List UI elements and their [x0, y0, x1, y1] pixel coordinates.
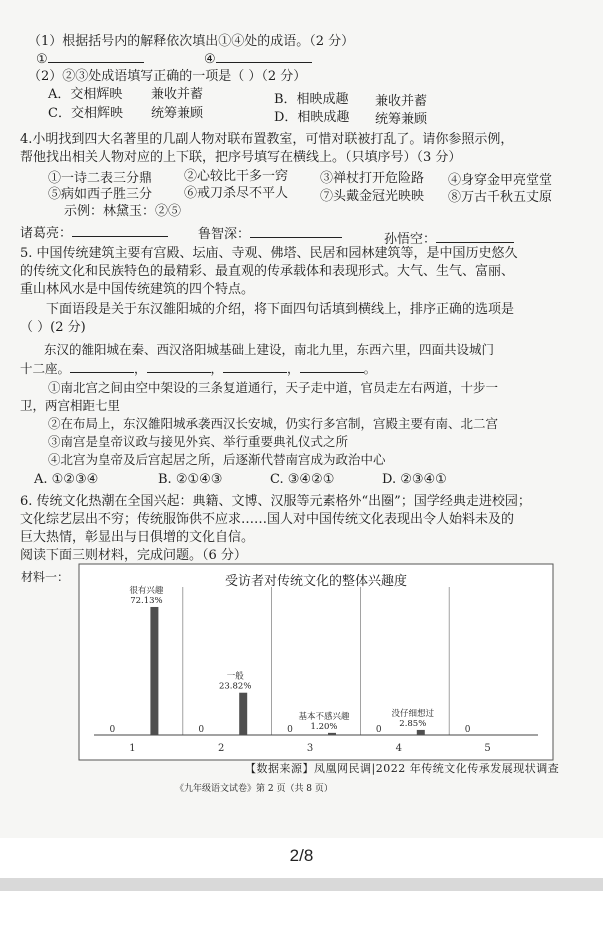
q5-option-c: C. ③④②①	[270, 472, 335, 487]
blank-mark-1: ①	[36, 52, 48, 67]
q5-blank-1	[70, 360, 134, 373]
answer-blank-zhuge	[72, 224, 168, 237]
q2-option-a-2: 兼收并蓄	[151, 87, 204, 102]
data-source: 【数据来源】凤凰网民调|2022 年传统文化传承发展现状调查	[245, 762, 560, 775]
data-label-value: 72.13%	[130, 595, 163, 606]
q1-text: （1）根据括号内的解释依次填出①④处的成语。（2 分）	[28, 34, 355, 49]
q5-text-1: 5. 中国传统建筑主要有宫殿、坛庙、寺观、佛塔、民居和园林建筑等，是中国历史悠久	[20, 246, 518, 261]
answer-blank-lu	[250, 225, 342, 238]
answer-lu-zhishen	[198, 225, 342, 243]
couplet-6: ⑥戒刀杀尽不平人	[184, 186, 289, 201]
q5-passage-2: 十二座。 ， ， ， 。	[20, 361, 377, 376]
q2-option-a: A．交相辉映	[48, 87, 123, 102]
data-label-value: 2.85%	[399, 718, 427, 729]
q5-blank-4	[300, 360, 364, 373]
bar-1	[150, 607, 158, 735]
x-tick-label: 1	[129, 743, 136, 754]
zero-label: 0	[198, 725, 205, 735]
answer-blank-4	[216, 50, 312, 63]
q4-text-2: 帮他找出相关人物对应的上下联，把序号填写在横线上。（只填序号）（3 分）	[20, 150, 462, 165]
answer-label-1: 诸葛亮：	[20, 226, 73, 241]
data-label-name: 一般	[226, 671, 244, 682]
q5-option-d: D. ②③④①	[382, 472, 447, 487]
q5-passage-2-text: 十二座。	[20, 361, 71, 376]
q4-text-1: 4.小明找到四大名著里的几副人物对联布置教室，可惜对联被打乱了。请你参照示例，	[20, 132, 514, 147]
data-label-name: 很有兴趣	[129, 585, 164, 596]
q5-text-2: 的传统文化和民族特色的最精彩、最直观的传承载体和表现形式。大气、生气、富丽、	[20, 264, 515, 279]
interest-bar-chart	[78, 563, 554, 761]
q5-option-b: B. ②①④③	[158, 472, 223, 487]
zero-label: 0	[464, 725, 471, 735]
answer-zhuge-liang	[20, 224, 168, 242]
answer-blank-sun	[436, 230, 514, 243]
couplet-8: ⑧万古千秋五丈原	[448, 190, 553, 205]
material-one-label: 材料一：	[21, 570, 70, 584]
q5-blank-3	[223, 360, 287, 373]
data-label-value: 1.20%	[310, 721, 338, 732]
q2-option-d: D．相映成趣	[274, 110, 350, 125]
q5-text-5: （ ）(2 分)	[20, 320, 86, 335]
page-footer: 《九年级语文试卷》第 2 页（共 8 页）	[175, 784, 333, 794]
q2-option-d-2: 统筹兼顾	[375, 112, 428, 127]
couplet-4: ④身穿金甲亮堂堂	[448, 173, 553, 188]
q5-text-3: 重山林风水是中国传统建筑的四个特点。	[20, 282, 255, 297]
zero-label: 0	[109, 725, 116, 735]
page-indicator: 2/8	[289, 846, 314, 865]
couplet-example: 示例：林黛玉：②⑤	[64, 204, 182, 219]
x-tick-label: 3	[306, 743, 314, 754]
answer-blank-1	[48, 50, 144, 63]
q2-option-c: C．交相辉映	[48, 106, 123, 121]
bar-3	[328, 733, 336, 735]
q5-sentence-1a: ①南北宫之间由空中架设的三条复道通行，天子走中道，官员走左右两道，十步一	[48, 380, 499, 395]
q2-option-b: B．相映成趣	[274, 92, 349, 107]
bar-4	[417, 730, 425, 735]
x-tick-label: 4	[395, 743, 402, 754]
q1-blanks	[36, 50, 312, 68]
q5-option-a: A. ①②③④	[34, 472, 99, 487]
data-label-name: 基本不感兴趣	[298, 711, 350, 722]
q5-sentence-3: ③南宫是皇帝议政与接见外宾、举行重要典礼仪式之所	[48, 434, 349, 449]
q6-instruction: 阅读下面三则材料，完成问题。（6 分）	[20, 548, 247, 563]
couplet-1: ①一诗二表三分鼎	[48, 171, 153, 186]
q5-passage-1: 东汉的雒阳城在秦、西汉洛阳城基础上建设，南北九里，东西六里，四面共设城门	[44, 342, 495, 357]
data-label-value: 23.82%	[218, 681, 252, 692]
bar-2	[239, 693, 247, 735]
x-tick-label: 2	[218, 743, 225, 754]
viewer-scrollbar[interactable]	[0, 878, 603, 891]
answer-label-2: 鲁智深：	[198, 227, 251, 242]
couplet-7: ⑦头戴金冠光映映	[320, 189, 425, 204]
q6-text-3: 巨大热情，彰显出与日俱增的文化自信。	[20, 530, 255, 545]
zero-label: 0	[287, 725, 293, 735]
q2-text: （2）②③处成语填写正确的一项是（ ）（2 分）	[28, 69, 307, 84]
couplet-3: ③禅杖打开危险路	[320, 171, 425, 186]
q6-text-2: 文化综艺层出不穷；传统服饰供不应求……国人对中国传统文化表现出令人始料未及的	[20, 512, 515, 527]
q5-sentence-2: ②在布局上，东汉雒阳城承袭西汉长安城，仍实行多宫制，宫殿主要有南、北二宫	[48, 416, 499, 431]
zero-label: 0	[375, 725, 382, 735]
q6-text-1: 6. 传统文化热潮在全国兴起：典籍、文博、汉服等元素格外“出圈”；国学经典走进校园；	[20, 494, 531, 509]
q5-sentence-1b: 卫，两宫相距七里	[20, 398, 121, 413]
blank-mark-4: ④	[203, 52, 216, 67]
q5-blank-2	[147, 360, 211, 373]
q2-option-b-2: 兼收并蓄	[375, 94, 428, 109]
data-label-name: 没仔细想过	[391, 708, 435, 719]
couplet-5: ⑤病如西子胜三分	[48, 187, 153, 202]
q2-option-c-2: 统筹兼顾	[151, 106, 204, 121]
chart-title: 受访者对传统文化的整体兴趣度	[224, 574, 408, 589]
q5-text-4: 下面语段是关于东汉雒阳城的介绍，将下面四句话填到横线上，排序正确的选项是	[46, 302, 515, 317]
q5-sentence-4: ④北宫为皇帝及后宫起居之所，后逐渐代替南宫成为政治中心	[48, 452, 386, 467]
answer-label-3: 孙悟空：	[384, 232, 437, 247]
x-tick-label: 5	[484, 743, 491, 754]
couplet-2: ②心较比干多一窍	[184, 169, 289, 184]
